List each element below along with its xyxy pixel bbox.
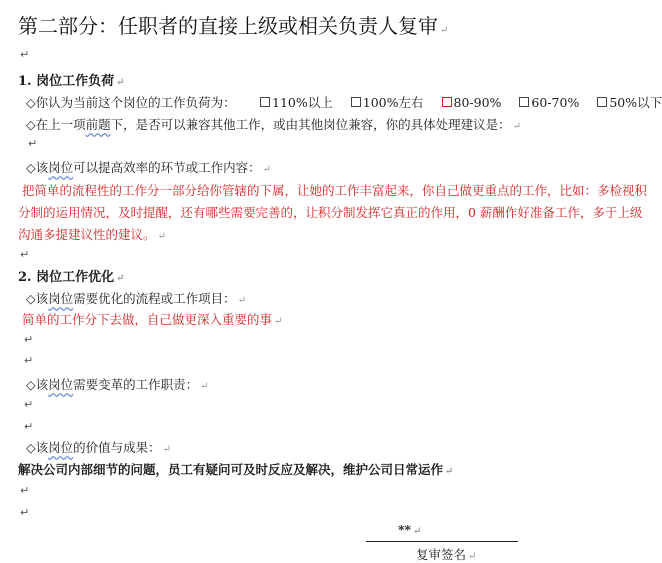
checkbox-icon [442,97,452,107]
paragraph-mark: ↵ [28,137,38,150]
value-question: ◇该岗位的价值与成果： ↵ [26,440,172,455]
value-answer: 解决公司内部细节的问题，员工有疑问可及时反应及解决，维护公司日常运作 ↵ [18,462,454,477]
option-80-90[interactable]: 80-90% [442,95,502,110]
paragraph-mark: ↵ [24,398,34,411]
signature-line [366,541,518,542]
section2-heading: 2. 岗位工作优化 ↵ [18,270,125,285]
checkbox-icon [351,97,361,107]
signature-name: ** ↵ [398,522,422,537]
compatibility-question: ◇在上一项前题下，是否可以兼容其他工作，或由其他岗位兼容，你的具体处理建议是： ↵ [26,117,522,132]
answer-line: 分制的运用情况，及时提醒，还有哪些需要完善的，让积分制发挥它真正的作用，0 薪酬作好准备工作，多于上级 [18,205,643,220]
paragraph-mark: ↵ [24,420,34,433]
signature-label: 复审签名 ↵ [416,547,477,562]
option-60-70[interactable]: 60-70% [519,95,579,110]
option-110[interactable]: 110%以上 [260,93,333,111]
paragraph-mark: ↵ [20,484,30,497]
paragraph-mark: ↵ [20,248,30,261]
checkbox-icon [260,97,270,107]
paragraph-mark: ↵ [20,48,30,61]
option-100[interactable]: 100%左右 [351,93,424,111]
section1-heading: 1. 岗位工作负荷 ↵ [18,74,125,89]
workload-options [260,93,662,111]
page-title: 第二部分：任职者的直接上级或相关负责人复审 ↵ [18,14,449,38]
optimize-question: ◇该岗位需要优化的流程或工作项目： ↵ [26,291,247,306]
paragraph-mark: ↵ [24,354,34,367]
workload-question: ◇你认为当前这个岗位的工作负荷为： [26,95,236,110]
checkbox-icon [597,97,607,107]
optimize-answer: 简单的工作分下去做，自己做更深入重要的事 ↵ [22,312,283,327]
reform-question: ◇该岗位需要变革的工作职责： ↵ [26,377,209,392]
answer-line: 沟通多提建议性的建议。 ↵ [18,227,166,242]
answer-line: 把简单的流程性的工作分一部分给你管辖的下属，让她的工作丰富起来，你自己做更重点的工作，比如：多检视积 [22,183,648,198]
efficiency-question: ◇该岗位可以提高效率的环节或工作内容： ↵ [26,160,272,175]
paragraph-mark: ↵ [20,506,30,519]
paragraph-mark: ↵ [24,333,34,346]
option-50[interactable]: 50%以下 [597,93,662,111]
checkbox-icon [519,97,529,107]
